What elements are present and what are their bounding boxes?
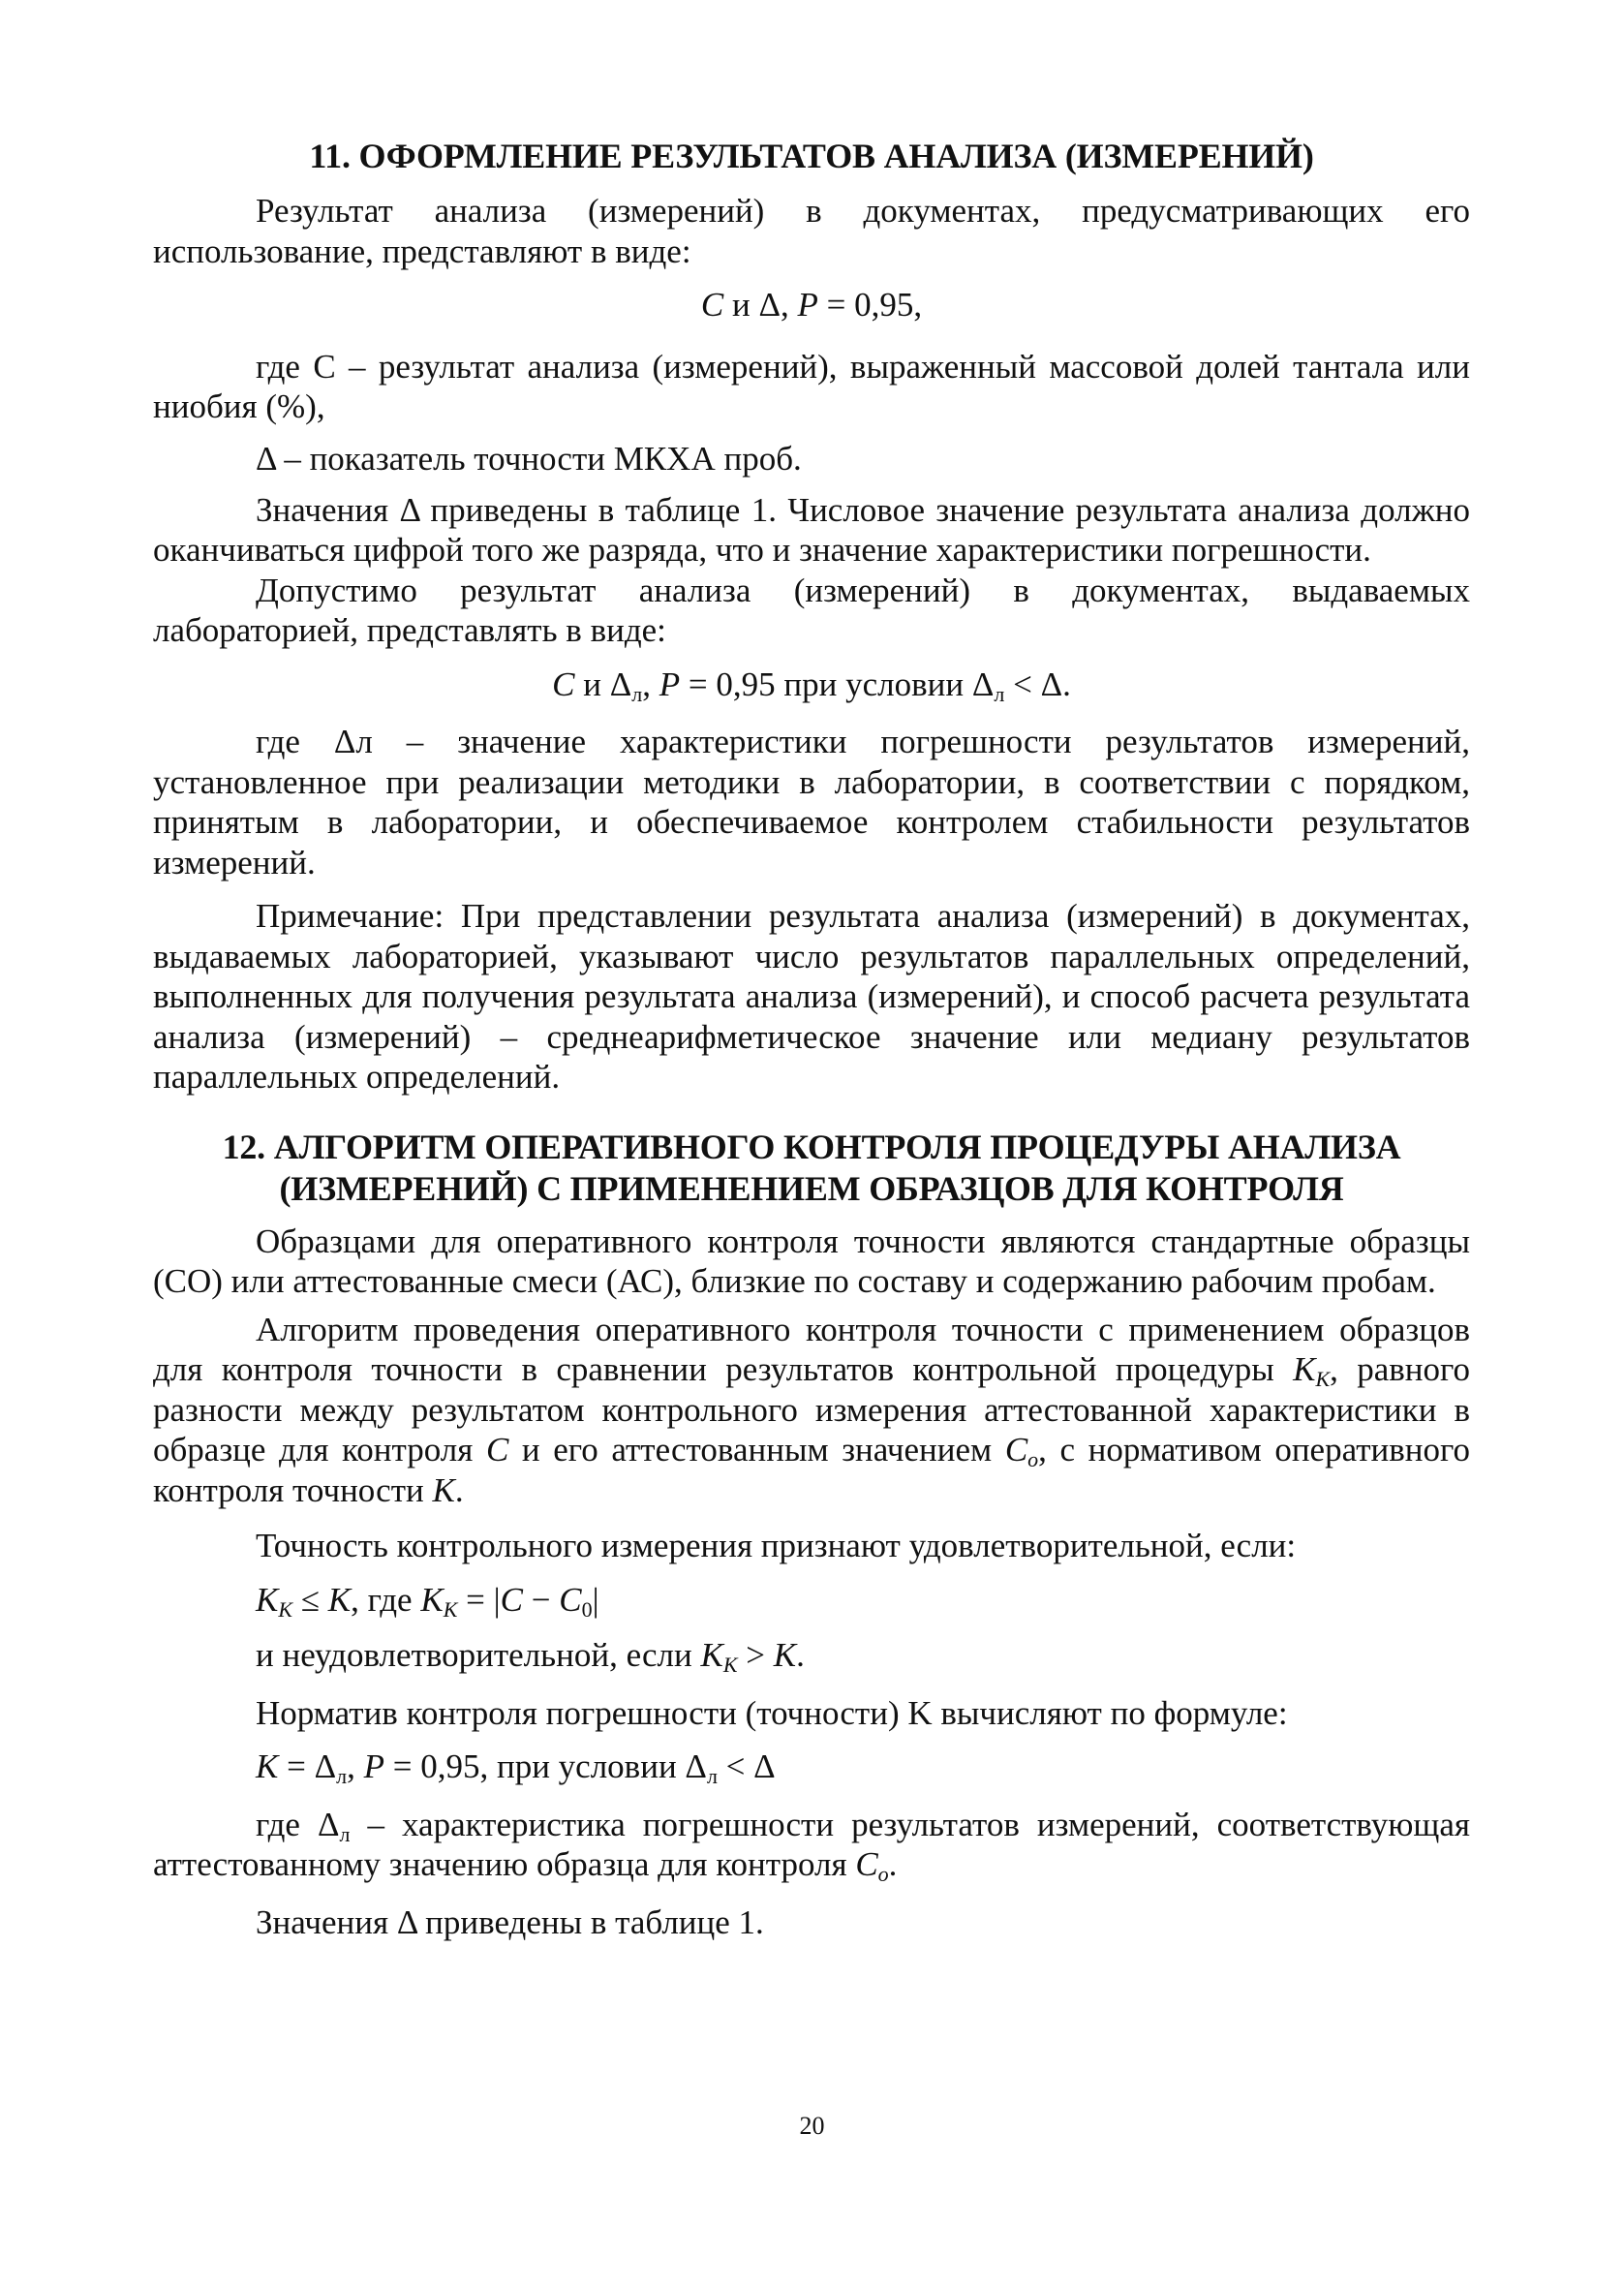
formula-control-norm: $K = \Delta_л$, P = 0,95, при условии $\Delta_л < \Delta$ <box>256 1747 776 1789</box>
section-12-paragraph-1: Образцами для оперативного контроля точности являются стандартные образцы (СО) или аттестованные смеси (АС), близкие по составу и содержанию рабочим пробам. <box>153 1221 1470 1301</box>
page-number: 20 <box>799 2112 825 2140</box>
section-12-paragraph-6: Значения Δ приведены в таблице 1. <box>256 1902 764 1941</box>
section-12-paragraph-3: Точность контрольного измерения признают удовлетворительной, если: <box>256 1527 1297 1565</box>
formula-1-explanation: где C – результат анализа (измерений), выраженный массовой долей тантала или ниобия (%), <box>153 347 1470 426</box>
document-page <box>153 136 1470 1942</box>
section-12-title <box>153 1127 1470 1210</box>
formula-result-representation: C и Δ, P = 0,95, <box>700 286 923 325</box>
section-11-title: 11. ОФОРМЛЕНИЕ РЕЗУЛЬТАТОВ АНАЛИЗА (ИЗМЕРЕНИЙ) <box>309 137 1314 175</box>
formula-lab-representation: C и $\Delta_л$, P = 0,95 при условии $\Delta_л < \Delta$. <box>552 665 1071 706</box>
section-11-paragraph-3: Допустимо результат анализа (измерений) в документах, выдаваемых лабораторией, представлять в виде: <box>153 571 1470 650</box>
section-11-note: Примечание: При представлении результата анализа (измерений) в документах, выдаваемых лабораторией, указывают число результатов параллельных определений, выполненных для получения результата анализа (измерений), и способ расчета результата анализа (измерений) – среднеарифметическое значение или медиану результатов параллельных определений. <box>153 897 1470 1097</box>
section-12-title-line-2: (ИЗМЕРЕНИЙ) С ПРИМЕНЕНИЕМ ОБРАЗЦОВ ДЛЯ КОНТРОЛЯ <box>279 1168 1344 1208</box>
delta-definition: Δ – показатель точности МКХА проб. <box>256 439 802 478</box>
section-12-title-line-1: 12. АЛГОРИТМ ОПЕРАТИВНОГО КОНТРОЛЯ ПРОЦЕДУРЫ АНАЛИЗА <box>222 1127 1401 1166</box>
section-11-paragraph-4: где Δл – значение характеристики погрешности результатов измерений, установленное при реализации методики в лаборатории, в соответствии с порядком, принятым в лаборатории, и обеспечиваемое контролем стабильности результатов измерений. <box>153 723 1470 881</box>
section-12-paragraph-2: Алгоритм проведения оперативного контроля точности с применением образцов для контроля точности в сравнении результатов контрольной процедуры $K_К$, равного разности между результатом контрольного измерения аттестованной характеристики в образце для контроля C и его аттестованным значением $C_o$, с нормативом оперативного контроля точности K. <box>153 1310 1470 1509</box>
section-12-paragraph-5: где $\Delta_л$ – характеристика погрешности результатов измерений, соответствующая аттестованному значению образца для контроля $C_o$. <box>153 1805 1470 1887</box>
section-11-paragraph-2: Значения Δ приведены в таблице 1. Числовое значение результата анализа должно оканчиваться цифрой того же разряда, что и значение характеристики погрешности. <box>153 491 1470 570</box>
section-12-paragraph-4: Норматив контроля погрешности (точности) K вычисляют по формуле: <box>256 1693 1288 1732</box>
formula-unsatisfactory-condition: и неудовлетворительной, если $K_K > K$. <box>256 1636 805 1678</box>
section-11-paragraph-1: Результат анализа (измерений) в документах, предусматривающих его использование, представляют в виде: <box>153 192 1470 270</box>
formula-control-condition: $K_K \le K$, где $K_K = |C - C_0|$ <box>256 1580 599 1622</box>
